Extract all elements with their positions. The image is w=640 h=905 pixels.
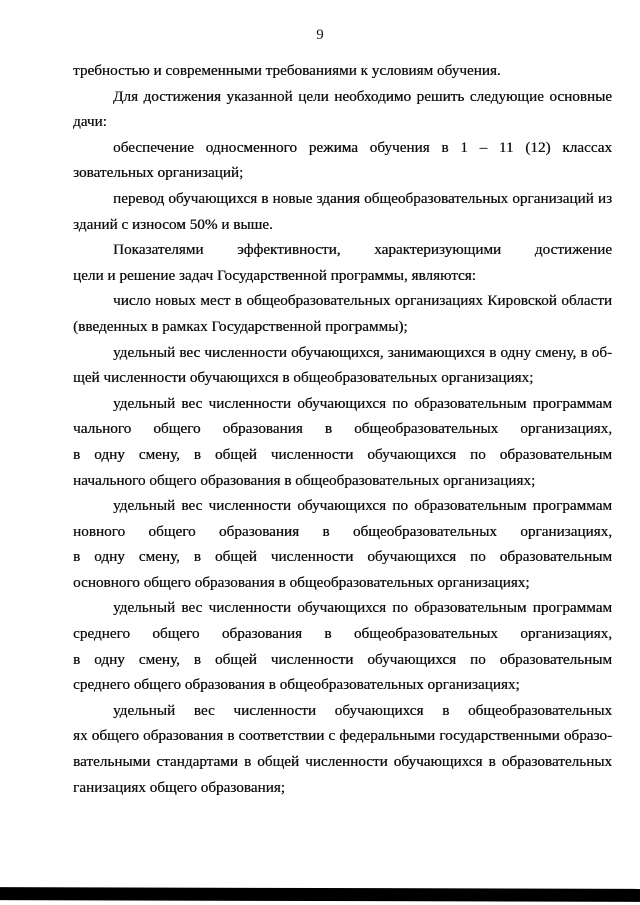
text-line: (введенных в рамках Государственной программы); xyxy=(73,317,408,335)
text-line: вательными стандартами в общей численности обучающихся в образовательных xyxy=(73,753,612,771)
text-line: чального общего образования в общеобразовательных организациях, xyxy=(73,420,612,438)
paragraph xyxy=(73,493,612,595)
scan-edge-bar xyxy=(0,887,640,902)
paragraph xyxy=(73,84,612,135)
text-line: в одну смену, в общей численности обучающихся по образовательным xyxy=(73,445,612,463)
text-line: среднего общего образования в общеобразовательных организациях; xyxy=(73,676,520,694)
paragraph xyxy=(73,698,612,800)
paragraph xyxy=(73,595,612,697)
text-line: Для достижения указанной цели необходимо решить следующие основные xyxy=(113,87,612,105)
text-line: перевод обучающихся в новые здания общеобразовательных организаций из xyxy=(113,189,612,207)
paragraph xyxy=(73,58,612,84)
text-line: начального общего образования в общеобразовательных организациях; xyxy=(73,471,536,489)
paragraph xyxy=(73,237,612,288)
text-line: удельный вес численности обучающихся по образовательным программам xyxy=(113,394,612,412)
text-line: цели и решение задач Государственной программы, являются: xyxy=(73,266,476,284)
text-line: основного общего образования в общеобразовательных организациях; xyxy=(73,573,530,591)
text-line: удельный вес численности обучающихся по образовательным программам xyxy=(113,599,612,617)
text-line: удельный вес численности обучающихся в общеобразовательных xyxy=(113,701,612,719)
paragraph xyxy=(73,135,612,186)
text-line: число новых мест в общеобразовательных организациях Кировской области xyxy=(113,292,612,310)
text-line: зовательных организаций; xyxy=(73,164,244,182)
page-number: 9 xyxy=(316,27,324,43)
text-line: дачи: xyxy=(73,113,107,131)
text-line: среднего общего образования в общеобразовательных организациях, xyxy=(73,625,612,643)
text-line: ганизациях общего образования; xyxy=(73,778,285,796)
paragraph xyxy=(73,391,612,493)
text-line: обеспечение односменного режима обучения в 1 – 11 (12) классах xyxy=(113,138,612,156)
text-line: щей численности обучающихся в общеобразовательных организациях; xyxy=(73,369,534,387)
text-line: в одну смену, в общей численности обучающихся по образовательным xyxy=(73,548,612,566)
text-line: Показателями эффективности, характеризующими достижение xyxy=(113,241,612,259)
text-line: зданий с износом 50% и выше. xyxy=(73,215,273,233)
text-line: требностью и современными требованиями к условиям обучения. xyxy=(73,62,501,79)
text-line: удельный вес численности обучающихся по образовательным программам xyxy=(113,497,612,515)
text-line: ях общего образования в соответствии с федеральными государственными образо- xyxy=(73,727,612,745)
paragraph xyxy=(73,288,612,339)
paragraph xyxy=(73,186,612,237)
text-line: удельный вес численности обучающихся, занимающихся в одну смену, в об- xyxy=(113,343,612,361)
text-line: новного общего образования в общеобразовательных организациях, xyxy=(73,522,612,540)
paragraph xyxy=(73,340,612,391)
text-line: в одну смену, в общей численности обучающихся по образовательным xyxy=(73,650,612,668)
document-body xyxy=(73,58,612,800)
